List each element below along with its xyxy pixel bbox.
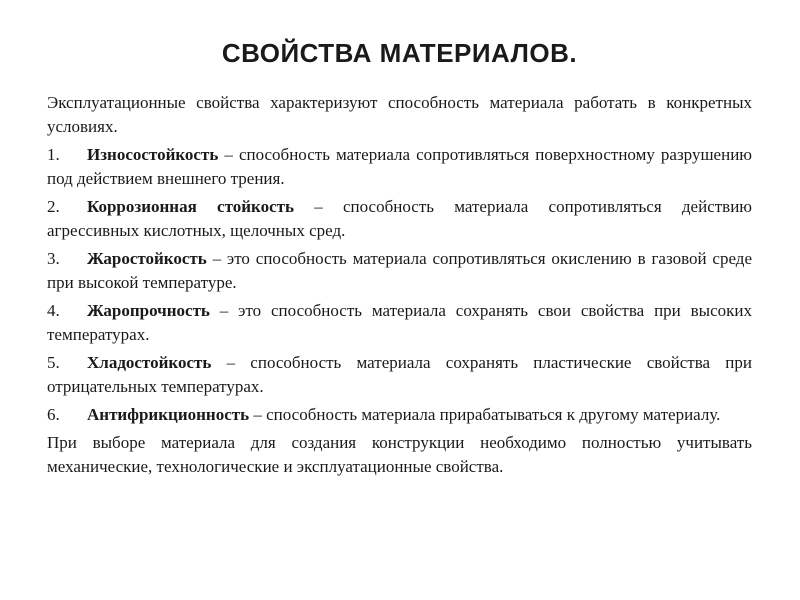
list-item-number: 6.	[47, 405, 60, 424]
list-item-number: 4.	[47, 301, 60, 320]
intro-paragraph: Эксплуатационные свойства характеризуют способность материала работать в конкретных условиях.	[47, 93, 752, 136]
list-item-term: Жаростойкость	[87, 249, 207, 268]
slide-content	[47, 30, 752, 483]
list-item-description: – способность материала сопротивляться действию агрессивных кислотных, щелочных сред.	[47, 197, 752, 240]
list-item-number: 3.	[47, 249, 60, 268]
list-item-description: – способность материала прирабатываться к другому материалу.	[249, 405, 721, 424]
list-item-term: Жаропрочность	[87, 301, 210, 320]
list-item-number: 2.	[47, 197, 60, 216]
page-title: СВОЙСТВА МАТЕРИАЛОВ.	[221, 38, 578, 68]
list-item-number: 5.	[47, 353, 60, 372]
list-item-term: Износостойкость	[87, 145, 219, 164]
list-item-4	[47, 299, 752, 347]
list-item-1	[47, 143, 752, 191]
list-item-term: Коррозионная стойкость	[87, 197, 294, 216]
list-item-6	[47, 403, 752, 427]
list-item-description: – это способность материала сохранять свои свойства при высоких температурах.	[47, 301, 752, 344]
list-item-number: 1.	[47, 145, 60, 164]
list-item-5	[47, 351, 752, 399]
list-item-term: Антифрикционность	[87, 405, 250, 424]
list-item-description: – это способность материала сопротивляться окислению в газовой среде при высокой температуре.	[47, 249, 752, 292]
list-item-term: Хладостойкость	[87, 353, 212, 372]
list-item-description: – способность материала сопротивляться поверхностному разрушению под действием внешнего трения.	[47, 145, 752, 188]
list-item-3	[47, 247, 752, 295]
conclusion-paragraph: При выборе материала для создания конструкции необходимо полностью учитывать механические, технологические и эксплуатационные свойства.	[47, 433, 752, 476]
list-item-description: – способность материала сохранять пластические свойства при отрицательных температурах.	[47, 353, 752, 396]
list-item-2	[47, 195, 752, 243]
